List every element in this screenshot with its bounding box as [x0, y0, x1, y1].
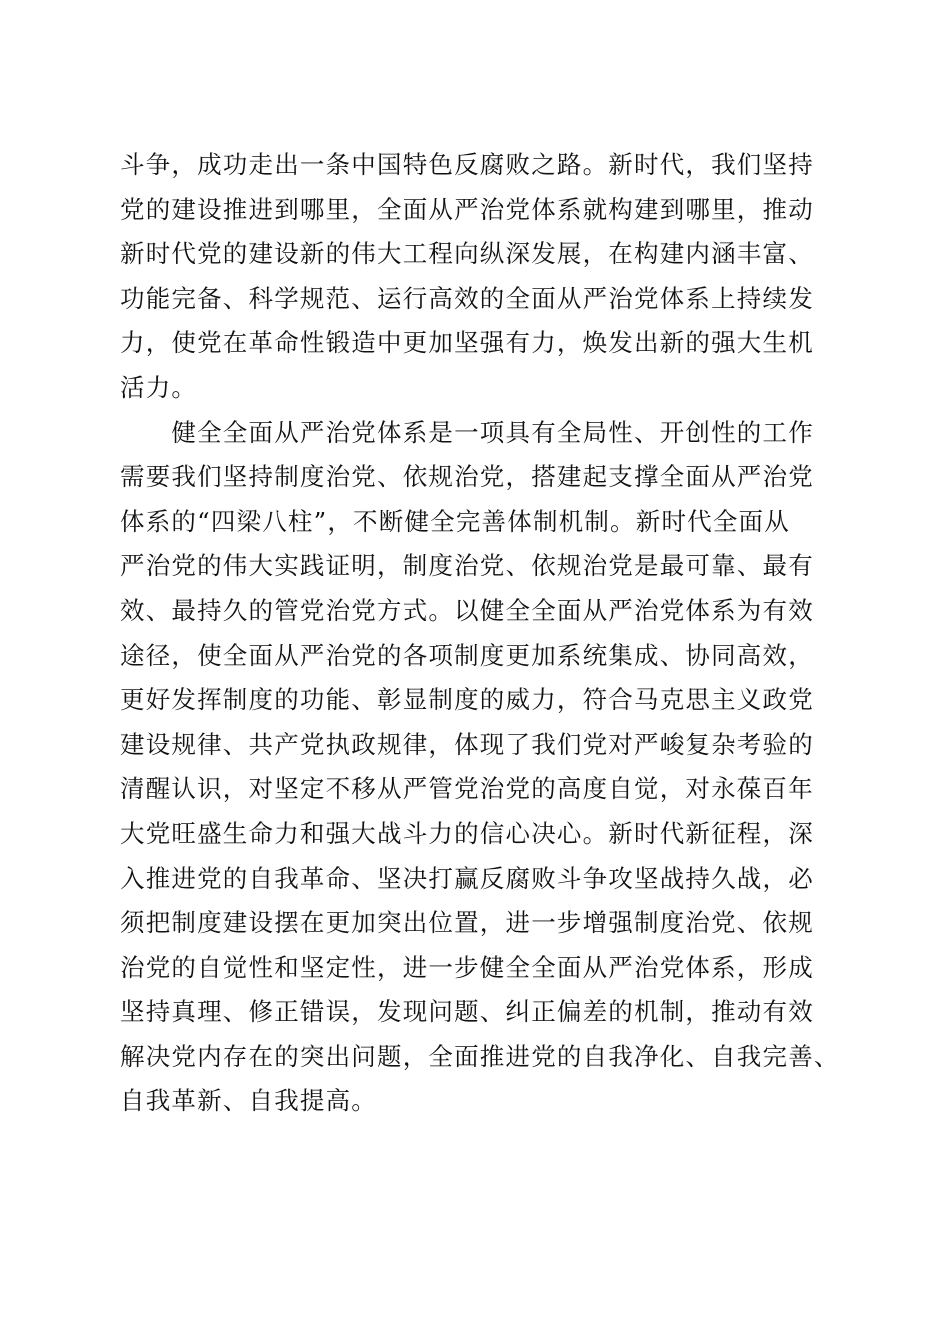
- paragraph-2-line: 健全全面从严治党体系是一项具有全局性、开创性的工作: [120, 417, 814, 447]
- paragraph-2-line: 清醒认识，对坚定不移从严管党治党的高度自觉，对永葆百年: [120, 774, 814, 804]
- paragraph-2-line: 途径，使全面从严治党的各项制度更加系统集成、协同高效，: [120, 640, 814, 670]
- paragraph-2-line: 坚持真理、修正错误，发现问题、纠正偏差的机制，推动有效: [120, 997, 814, 1027]
- paragraph-1-line: 新时代党的建设新的伟大工程向纵深发展，在构建内涵丰富、: [120, 239, 814, 269]
- paragraph-1-line: 活力。: [120, 372, 198, 402]
- paragraph-2-line: 更好发挥制度的功能、彰显制度的威力，符合马克思主义政党: [120, 685, 814, 715]
- paragraph-2-line: 治党的自觉性和坚定性，进一步健全全面从严治党体系，形成: [120, 952, 814, 982]
- document-body: [120, 143, 840, 1124]
- paragraph-2-line: 自我革新、自我提高。: [120, 1086, 377, 1116]
- paragraph-1-line: 功能完备、科学规范、运行高效的全面从严治党体系上持续发: [120, 283, 814, 313]
- paragraph-2-line: 大党旺盛生命力和强大战斗力的信心决心。新时代新征程，深: [120, 818, 814, 848]
- paragraph-2-line: 入推进党的自我革命、坚决打赢反腐败斗争攻坚战持久战，必: [120, 863, 814, 893]
- paragraph-2-line: 建设规律、共产党执政规律，体现了我们党对严峻复杂考验的: [120, 729, 814, 759]
- paragraph-1-line: 斗争，成功走出一条中国特色反腐败之路。新时代，我们坚持: [120, 150, 814, 179]
- paragraph-2-line: 解决党内存在的突出问题，全面推进党的自我净化、自我完善、: [120, 1041, 840, 1071]
- paragraph-2-line: 体系的“四梁八柱”，不断健全完善体制机制。新时代全面从: [120, 506, 790, 536]
- paragraph-2-line: 须把制度建设摆在更加突出位置，进一步增强制度治党、依规: [120, 908, 814, 938]
- paragraph-1-line: 党的建设推进到哪里，全面从严治党体系就构建到哪里，推动: [120, 194, 814, 224]
- paragraph-2-line: 需要我们坚持制度治党、依规治党，搭建起支撑全面从严治党: [120, 462, 814, 492]
- paragraph-2-line: 严治党的伟大实践证明，制度治党、依规治党是最可靠、最有: [120, 551, 814, 581]
- paragraph-2-line: 效、最持久的管党治党方式。以健全全面从严治党体系为有效: [120, 595, 814, 625]
- paragraph-1-line: 力，使党在革命性锻造中更加坚强有力，焕发出新的强大生机: [120, 328, 814, 358]
